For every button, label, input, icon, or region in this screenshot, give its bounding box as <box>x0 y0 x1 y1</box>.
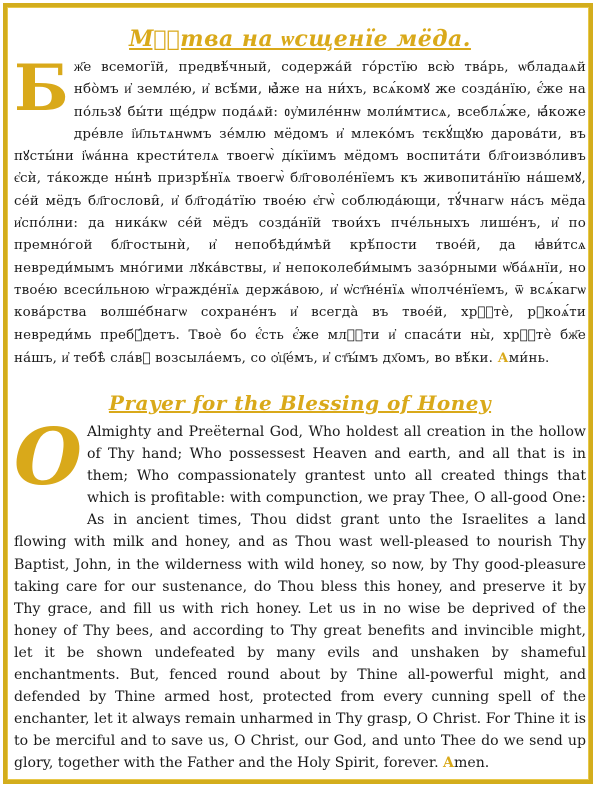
slavonic-amen-rest: ми́нь. <box>508 350 550 366</box>
slavonic-title: Мⷧ҇тва на ѡсщенїе мёда. <box>129 26 471 52</box>
slavonic-dropcap: Б <box>14 51 69 126</box>
english-amen-initial: A <box>443 755 454 772</box>
english-body: Almighty and Preëternal God, Who holdest all creation in the hollow of Thy hand; Who possessest Heaven and earth, and all that is in them; Who compassionately grantest unto all created things that which is profitable: with compunction, we pray Thee, O all-good One: As in ancient times, Thou didst grant unto the Israelites a land flowing with milk and honey, and as Thou wast well-pleased to nourish Thy Baptist, John, in the wilderness with wild honey, so now, by Thy good-pleasure taking care for our sustenance, do Thou bless this honey, and preserve it by Thy grace, and fill us with rich honey. Let us in no wise be deprived of the honey of Thy bees, and according to Thy great benefits and invincible might, let it be shown undefeated by many evils and unshaken by shameful enchantments. But, fenced round about by Thine all-powerful might, and defended by Thine armed host, protected from every cunning spell of the enchanter, let it always remain unharmed in Thy grasp, O Christ. For Thine it is to be merciful and to save us, O Christ, our God, and unto Thee do we send up glory, together with the Father and the Holy Spirit, forever. <box>14 424 586 772</box>
english-amen-rest: men. <box>453 755 490 772</box>
english-prayer-text <box>14 412 586 775</box>
slavonic-prayer-text <box>14 51 586 370</box>
english-dropcap: O <box>14 412 82 503</box>
slavonic-amen-initial: А <box>497 349 509 366</box>
slavonic-body: ж҃е всемогїй, предвѣ́чный, содержа́й го́рстїю всю̀ тва́рь, ѡбладаѧй нбо̀мъ и҆ землéю, и҆ всѣ́ми, ꙗ҆̀же на ни́хъ, всѧ́комꙋ же созда́нїю, є҆́же на по́льзꙋ бы́ти щéдрѡ пода́ѧй: ᲂу҆милéннѡ моли́мтисѧ, всеблѧ́же, ꙗ҆́коже дрéвле і҆и҃льтѧнѡмъ зéмлю мёдомъ и҆ млекóмъ тєкꙋ́щꙋю дарова́ти, въ пꙋсты́ни і҆ѡа́нна крести́телѧ твоегѡ̀ ді́кїимъ мёдомъ воспита́ти бл҃гоизво́ливъ є҆сѝ, та́кожде ны́нѣ призрѣ́нїѧ твоегѡ̀ бл҃говолéнїемъ къ живопита́нїю на́шемꙋ, сéй мёдъ бл҃гослови̑, и҆ бл҃года́тїю твоéю є҆гѡ̀ соблюда́ющи, тꙋ́чнагѡ на́съ мёда и҆спóлни: да ника́кѡ сéй мёдъ созда́нїй твои́хъ пчéльныхъ лишéнъ, и҆ по премнóгой бл҃гостынѝ, и҆ непобѣди́мѣй крѣ́пости твоéй, да ꙗ҆ви́тсѧ невреди́мымъ мнóгими лꙋка́вствы, и҆ непоколеби́мымъ зазóрными ѡ҆ба́ѧнїи, но твоéю всеси́льною ѡ҆граждéнїѧ держа́вою, и҆ ѡ҆ст҃нéнїѧ ѡ҆полчéнїемъ, ѿ всѧ́кагѡ кова́рства волшéбнагѡ сохранéнъ и҆ всегда̀ въ твоéй, хрⷭ҇тѐ, рꙋкоѧ́ти невреди́мь пребꙋ́детъ. Твоѐ бо є҆́сть є҆́же млⷭ҇ти и҆ спаса́ти ны̀, хрⷭ҇тѐ бж҃е на́шъ, и҆ тебѣ̀ сла́вꙋ возсыла́емъ, со ѻ҆ц҃éмъ, и҆ ст҃ы́мъ дх҃омъ, во вѣ́ки. <box>14 60 586 366</box>
english-title: Prayer for the Blessing of Honey <box>108 391 492 415</box>
